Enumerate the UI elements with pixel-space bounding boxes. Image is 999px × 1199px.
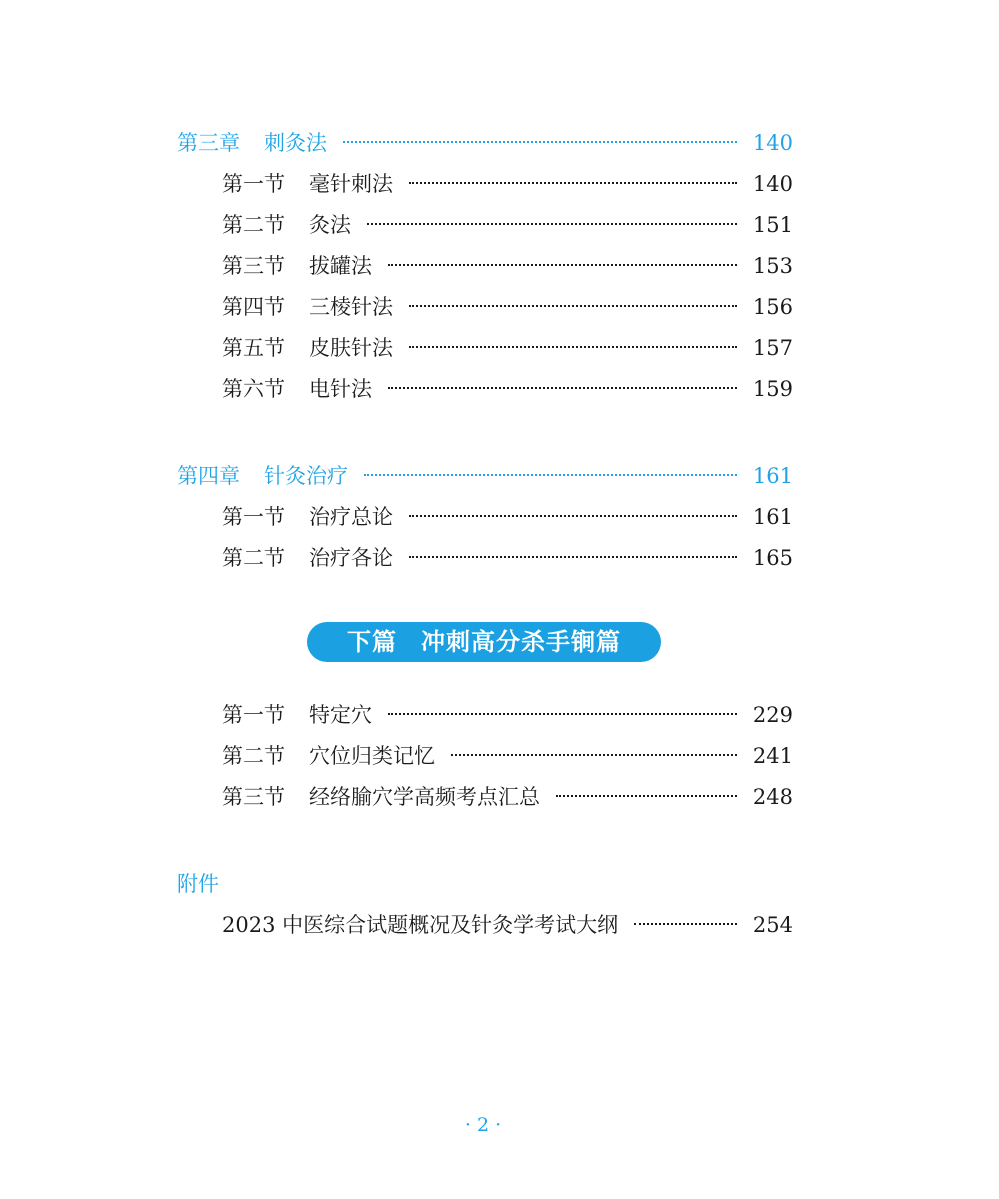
section-page: 151 [752,213,793,237]
section-label: 第二节 [222,213,285,237]
dot-leader [388,262,737,266]
toc-section-entry[interactable] [222,543,793,573]
toc-section-entry[interactable] [222,210,793,240]
section-page: 165 [752,546,793,570]
appendix-entry-page: 254 [752,913,793,937]
section-title: 经络腧穴学高频考点汇总 [309,785,540,809]
appendix-entry-title: 2023 中医综合试题概况及针灸学考试大纲 [222,913,619,937]
section-page: 161 [752,505,793,529]
part-label: 下篇 [347,627,397,656]
section-label: 第一节 [222,172,285,196]
dot-leader [343,139,737,143]
section-label: 第五节 [222,336,285,360]
page-number: · 2 · [464,1114,502,1136]
toc-section-entry[interactable] [222,251,793,281]
section-title: 拔罐法 [309,254,372,278]
dot-leader [409,554,737,558]
section-label: 第一节 [222,505,285,529]
section-title: 治疗总论 [309,505,393,529]
part-title: 冲刺高分杀手锏篇 [421,627,621,656]
dot-leader [367,221,737,225]
chapter-label: 第三章 [177,131,240,155]
dot-leader [556,793,737,797]
section-label: 第四节 [222,295,285,319]
appendix-entry[interactable] [222,910,793,940]
toc-section-entry[interactable] [222,292,793,322]
dot-leader [409,513,737,517]
section-title: 穴位归类记忆 [309,744,435,768]
section-title: 皮肤针法 [309,336,393,360]
section-label: 第三节 [222,254,285,278]
section-page: 156 [752,295,793,319]
section-label: 第一节 [222,703,285,727]
section-page: 140 [752,172,793,196]
section-label: 第六节 [222,377,285,401]
section-label: 第二节 [222,546,285,570]
section-label: 第二节 [222,744,285,768]
section-page: 241 [752,744,793,768]
chapter-page: 140 [752,131,793,155]
section-title: 灸法 [309,213,351,237]
toc-section-entry[interactable] [222,502,793,532]
toc-section-entry[interactable] [222,782,793,812]
dot-leader [409,303,737,307]
section-title: 特定穴 [309,703,372,727]
toc-section-entry[interactable] [222,374,793,404]
dot-leader [409,344,737,348]
section-page: 157 [752,336,793,360]
chapter-title: 刺灸法 [264,131,327,155]
dot-leader [388,711,737,715]
toc-section-entry[interactable] [222,333,793,363]
chapter-page: 161 [752,464,793,488]
section-page: 229 [752,703,793,727]
toc-section-entry[interactable] [222,700,793,730]
chapter-4-entry[interactable] [177,461,793,491]
chapter-3-entry[interactable] [177,128,793,158]
appendix-heading: 附件 [177,872,219,896]
dot-leader [451,752,737,756]
dot-leader [388,385,737,389]
section-title: 治疗各论 [309,546,393,570]
toc-section-entry[interactable] [222,741,793,771]
part-banner [307,622,661,662]
dot-leader [409,180,737,184]
section-title: 毫针刺法 [309,172,393,196]
section-page: 153 [752,254,793,278]
section-title: 三棱针法 [309,295,393,319]
dot-leader [364,472,737,476]
section-page: 248 [752,785,793,809]
chapter-title: 针灸治疗 [264,464,348,488]
section-label: 第三节 [222,785,285,809]
section-title: 电针法 [309,377,372,401]
dot-leader [634,921,737,925]
section-page: 159 [752,377,793,401]
toc-section-entry[interactable] [222,169,793,199]
chapter-label: 第四章 [177,464,240,488]
